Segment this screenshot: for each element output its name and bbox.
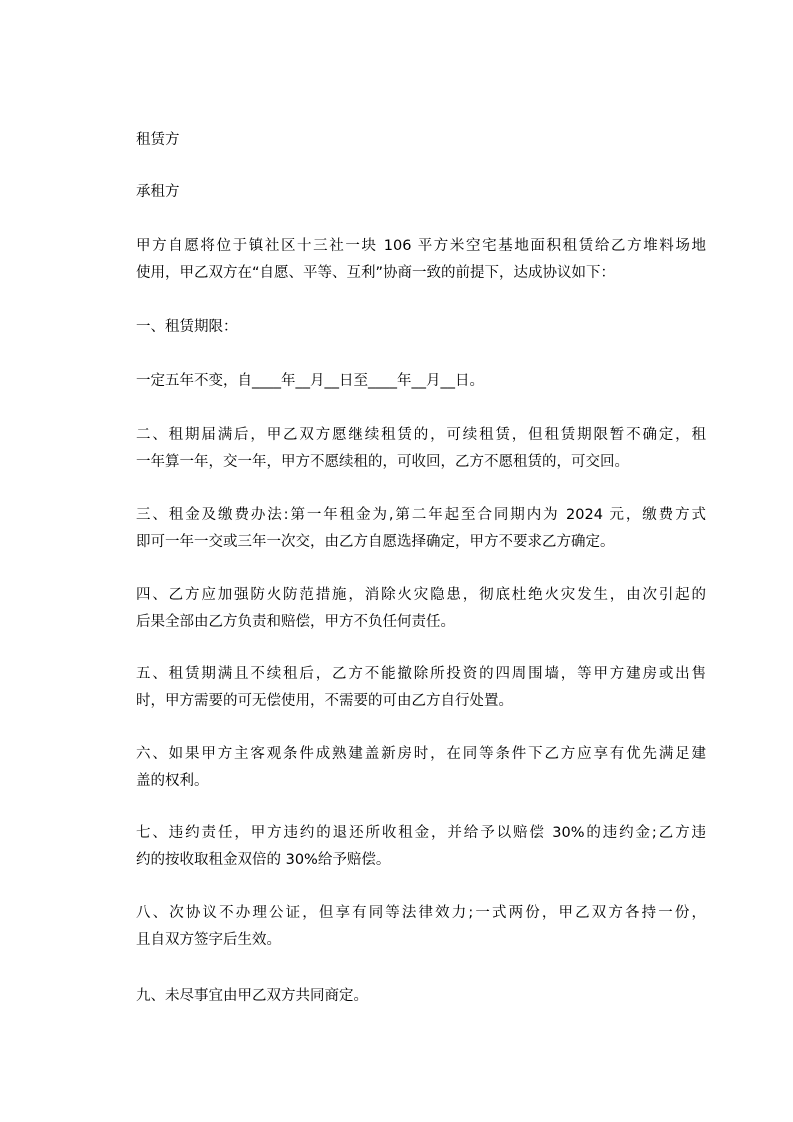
section-5-paragraph (136, 661, 706, 715)
lessee-label: 承租方 (136, 184, 180, 200)
intro-line-1: 甲方自愿将位于镇社区十三社一块 106 平方米空宅基地面积租赁给乙方堆料场地 (136, 238, 706, 254)
section-5-line-2: 时，甲方需要的可无偿使用，不需要的可由乙方自行处置。 (136, 693, 513, 709)
section-7-line-2: 约的按收取租金双倍的 30%给予赔偿。 (136, 852, 391, 868)
section-4-line-1: 四、乙方应加强防火防范措施，消除火灾隐患，彻底杜绝火灾发生，由次引起的 (136, 587, 706, 603)
section-1-heading: 一、租赁期限： (136, 319, 238, 335)
lessor-label: 租赁方 (136, 132, 180, 148)
section-2-line-1: 二、租期届满后，甲乙双方愿继续租赁的，可续租赁，但租赁期限暂不确定，租 (136, 427, 706, 443)
section-6-line-2: 盖的权利。 (136, 773, 209, 789)
section-8-line-2: 且自双方签字后生效。 (136, 932, 281, 948)
section-5-line-1: 五、租赁期满且不续租后，乙方不能撤除所投资的四周围墙，等甲方建房或出售 (136, 666, 706, 682)
section-8-line-1: 八、次协议不办理公证，但享有同等法律效力;一式两份，甲乙双方各持一份， (136, 905, 706, 921)
intro-line-2: 使用，甲乙双方在“自愿、平等、互利”协商一致的前提下，达成协议如下： (136, 265, 616, 281)
section-4-line-2: 后果全部由乙方负责和赔偿，甲方不负任何责任。 (136, 614, 455, 630)
section-7-paragraph (136, 820, 706, 874)
section-3-line-1: 三、租金及缴费办法:第一年租金为,第二年起至合同期内为 2024 元，缴费方式 (136, 507, 706, 523)
section-7-line-1: 七、违约责任，甲方违约的退还所收租金，并给予以赔偿 30%的违约金;乙方违 (136, 825, 706, 841)
section-9-text: 九、未尽事宜由甲乙双方共同商定。 (136, 988, 368, 1004)
section-2-paragraph (136, 422, 706, 476)
section-4-paragraph (136, 582, 706, 636)
intro-paragraph (136, 233, 706, 287)
section-8-paragraph (136, 900, 706, 954)
section-6-paragraph (136, 741, 706, 795)
section-6-line-1: 六、如果甲方主客观条件成熟建盖新房时，在同等条件下乙方应享有优先满足建 (136, 746, 706, 762)
section-3-paragraph (136, 502, 706, 556)
section-3-line-2: 即可一年一交或三年一次交，由乙方自愿选择确定，甲方不要求乙方确定。 (136, 534, 615, 550)
section-2-line-2: 一年算一年，交一年，甲方不愿续租的，可收回，乙方不愿租赁的，可交回。 (136, 454, 629, 470)
section-1-text: 一定五年不变，自____年__月__日至____年__月__日。 (136, 373, 484, 389)
